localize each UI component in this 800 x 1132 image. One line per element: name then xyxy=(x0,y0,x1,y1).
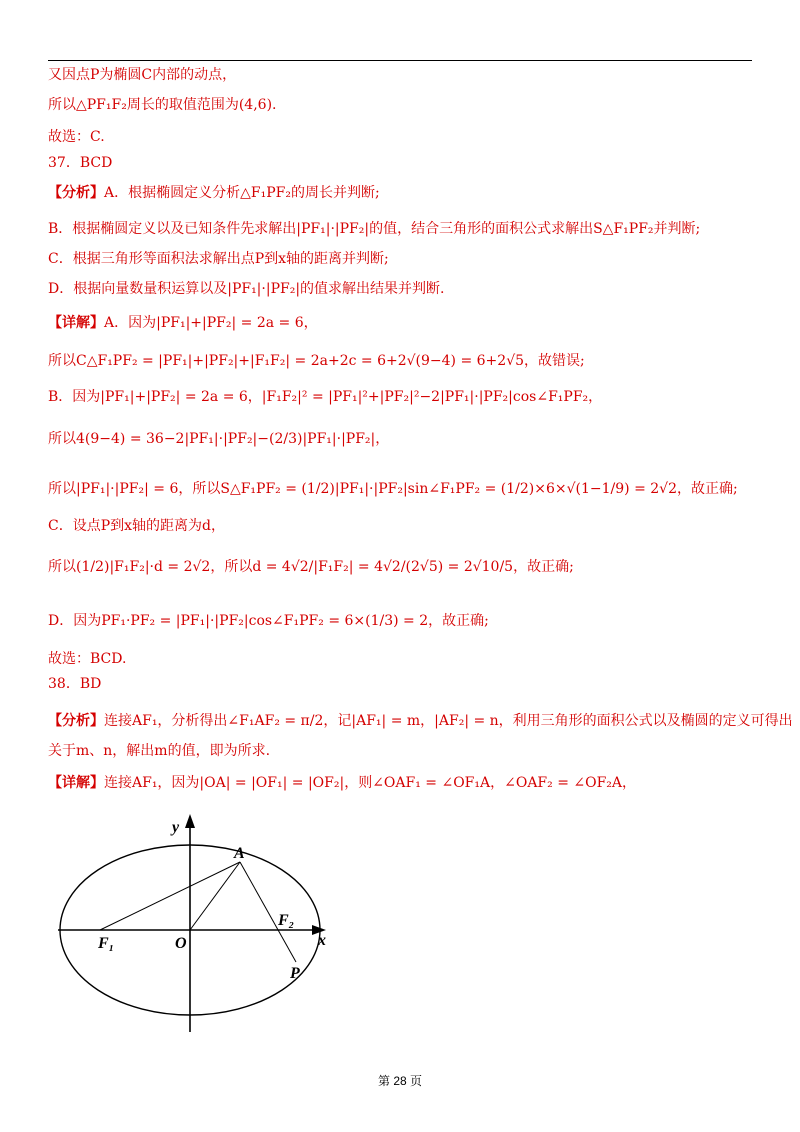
line-7: C．根据三角形等面积法求解出点P到x轴的距离并判断; xyxy=(48,251,389,267)
label-f2: F₂ xyxy=(278,912,295,929)
line-15: 所以(1/2)|F₁F₂|·d = 2√2，所以d = 4√2/|F₁F₂| = 4√2/(2√5) = 2√10/5，故正确; xyxy=(48,559,574,575)
segment-o-a xyxy=(190,862,240,930)
line-20: 关于m、n，解出m的值，即为所求. xyxy=(48,743,271,759)
label-f1: F₁ xyxy=(98,935,115,952)
detail-tag: 【详解】 xyxy=(48,315,104,331)
line-19: 【分析】连接AF₁，分析得出∠F₁AF₂ = π/2，记|AF₁| = m，|AF₂| = n，利用三角形的面积公式以及椭圆的定义可得出 xyxy=(48,713,793,729)
line-9: 【详解】A．因为|PF₁|+|PF₂| = 2a = 6， xyxy=(48,315,318,331)
segment-f1-a xyxy=(100,862,240,930)
y-axis-arrow xyxy=(185,814,195,828)
page-footer: 第 28 页 xyxy=(377,1074,423,1088)
line-8: D．根据向量数量积运算以及|PF₁|·|PF₂|的值求解出结果并判断. xyxy=(48,281,445,297)
line-18: 38．BD xyxy=(48,676,102,692)
analysis-tag: 【分析】 xyxy=(48,185,104,201)
line-21: 【详解】连接AF₁，因为|OA| = |OF₁| = |OF₂|，则∠OAF₁ = ∠OF₁A，∠OAF₂ = ∠OF₂A， xyxy=(48,775,637,791)
line-10: 所以C△F₁PF₂ = |PF₁|+|PF₂|+|F₁F₂| = 2a+2c = 6+2√(9−4) = 6+2√5，故错误; xyxy=(48,353,585,369)
label-y: y xyxy=(172,819,180,836)
line-16: D．因为PF₁·PF₂ = |PF₁|·|PF₂|cos∠F₁PF₂ = 6×(1/3) = 2，故正确; xyxy=(48,613,489,629)
line-11: B．因为|PF₁|+|PF₂| = 2a = 6，|F₁F₂|² = |PF₁|²+|PF₂|²−2|PF₁|·|PF₂|cos∠F₁PF₂， xyxy=(48,389,603,405)
line-2: 所以△PF₁F₂周长的取值范围为(4,6). xyxy=(48,97,277,113)
line-13: 所以|PF₁|·|PF₂| = 6，所以S△F₁PF₂ = (1/2)|PF₁|·|PF₂|sin∠F₁PF₂ = (1/2)×6×√(1−1/9) = 2√2，故正确; xyxy=(48,481,738,497)
line-17: 故选：BCD. xyxy=(48,651,127,667)
line-1: 又因点P为椭圆C内部的动点， xyxy=(48,67,237,83)
label-x: x xyxy=(318,932,326,949)
line-6: B．根据椭圆定义以及已知条件先求解出|PF₁|·|PF₂|的值，结合三角形的面积公式求解出S△F₁PF₂并判断; xyxy=(48,221,701,237)
line-3: 故选：C. xyxy=(48,129,105,145)
line-14: C．设点P到x轴的距离为d， xyxy=(48,518,225,534)
label-a: A xyxy=(234,845,245,862)
line-4: 37．BCD xyxy=(48,155,113,171)
label-o: O xyxy=(175,935,187,952)
analysis-tag-2: 【分析】 xyxy=(48,713,104,729)
detail-tag-2: 【详解】 xyxy=(48,775,104,791)
line-5: 【分析】A．根据椭圆定义分析△F₁PF₂的周长并判断; xyxy=(48,185,380,201)
line-12: 所以4(9−4) = 36−2|PF₁|·|PF₂|−(2/3)|PF₁|·|PF₂|， xyxy=(48,431,390,447)
label-p: P xyxy=(290,965,300,982)
